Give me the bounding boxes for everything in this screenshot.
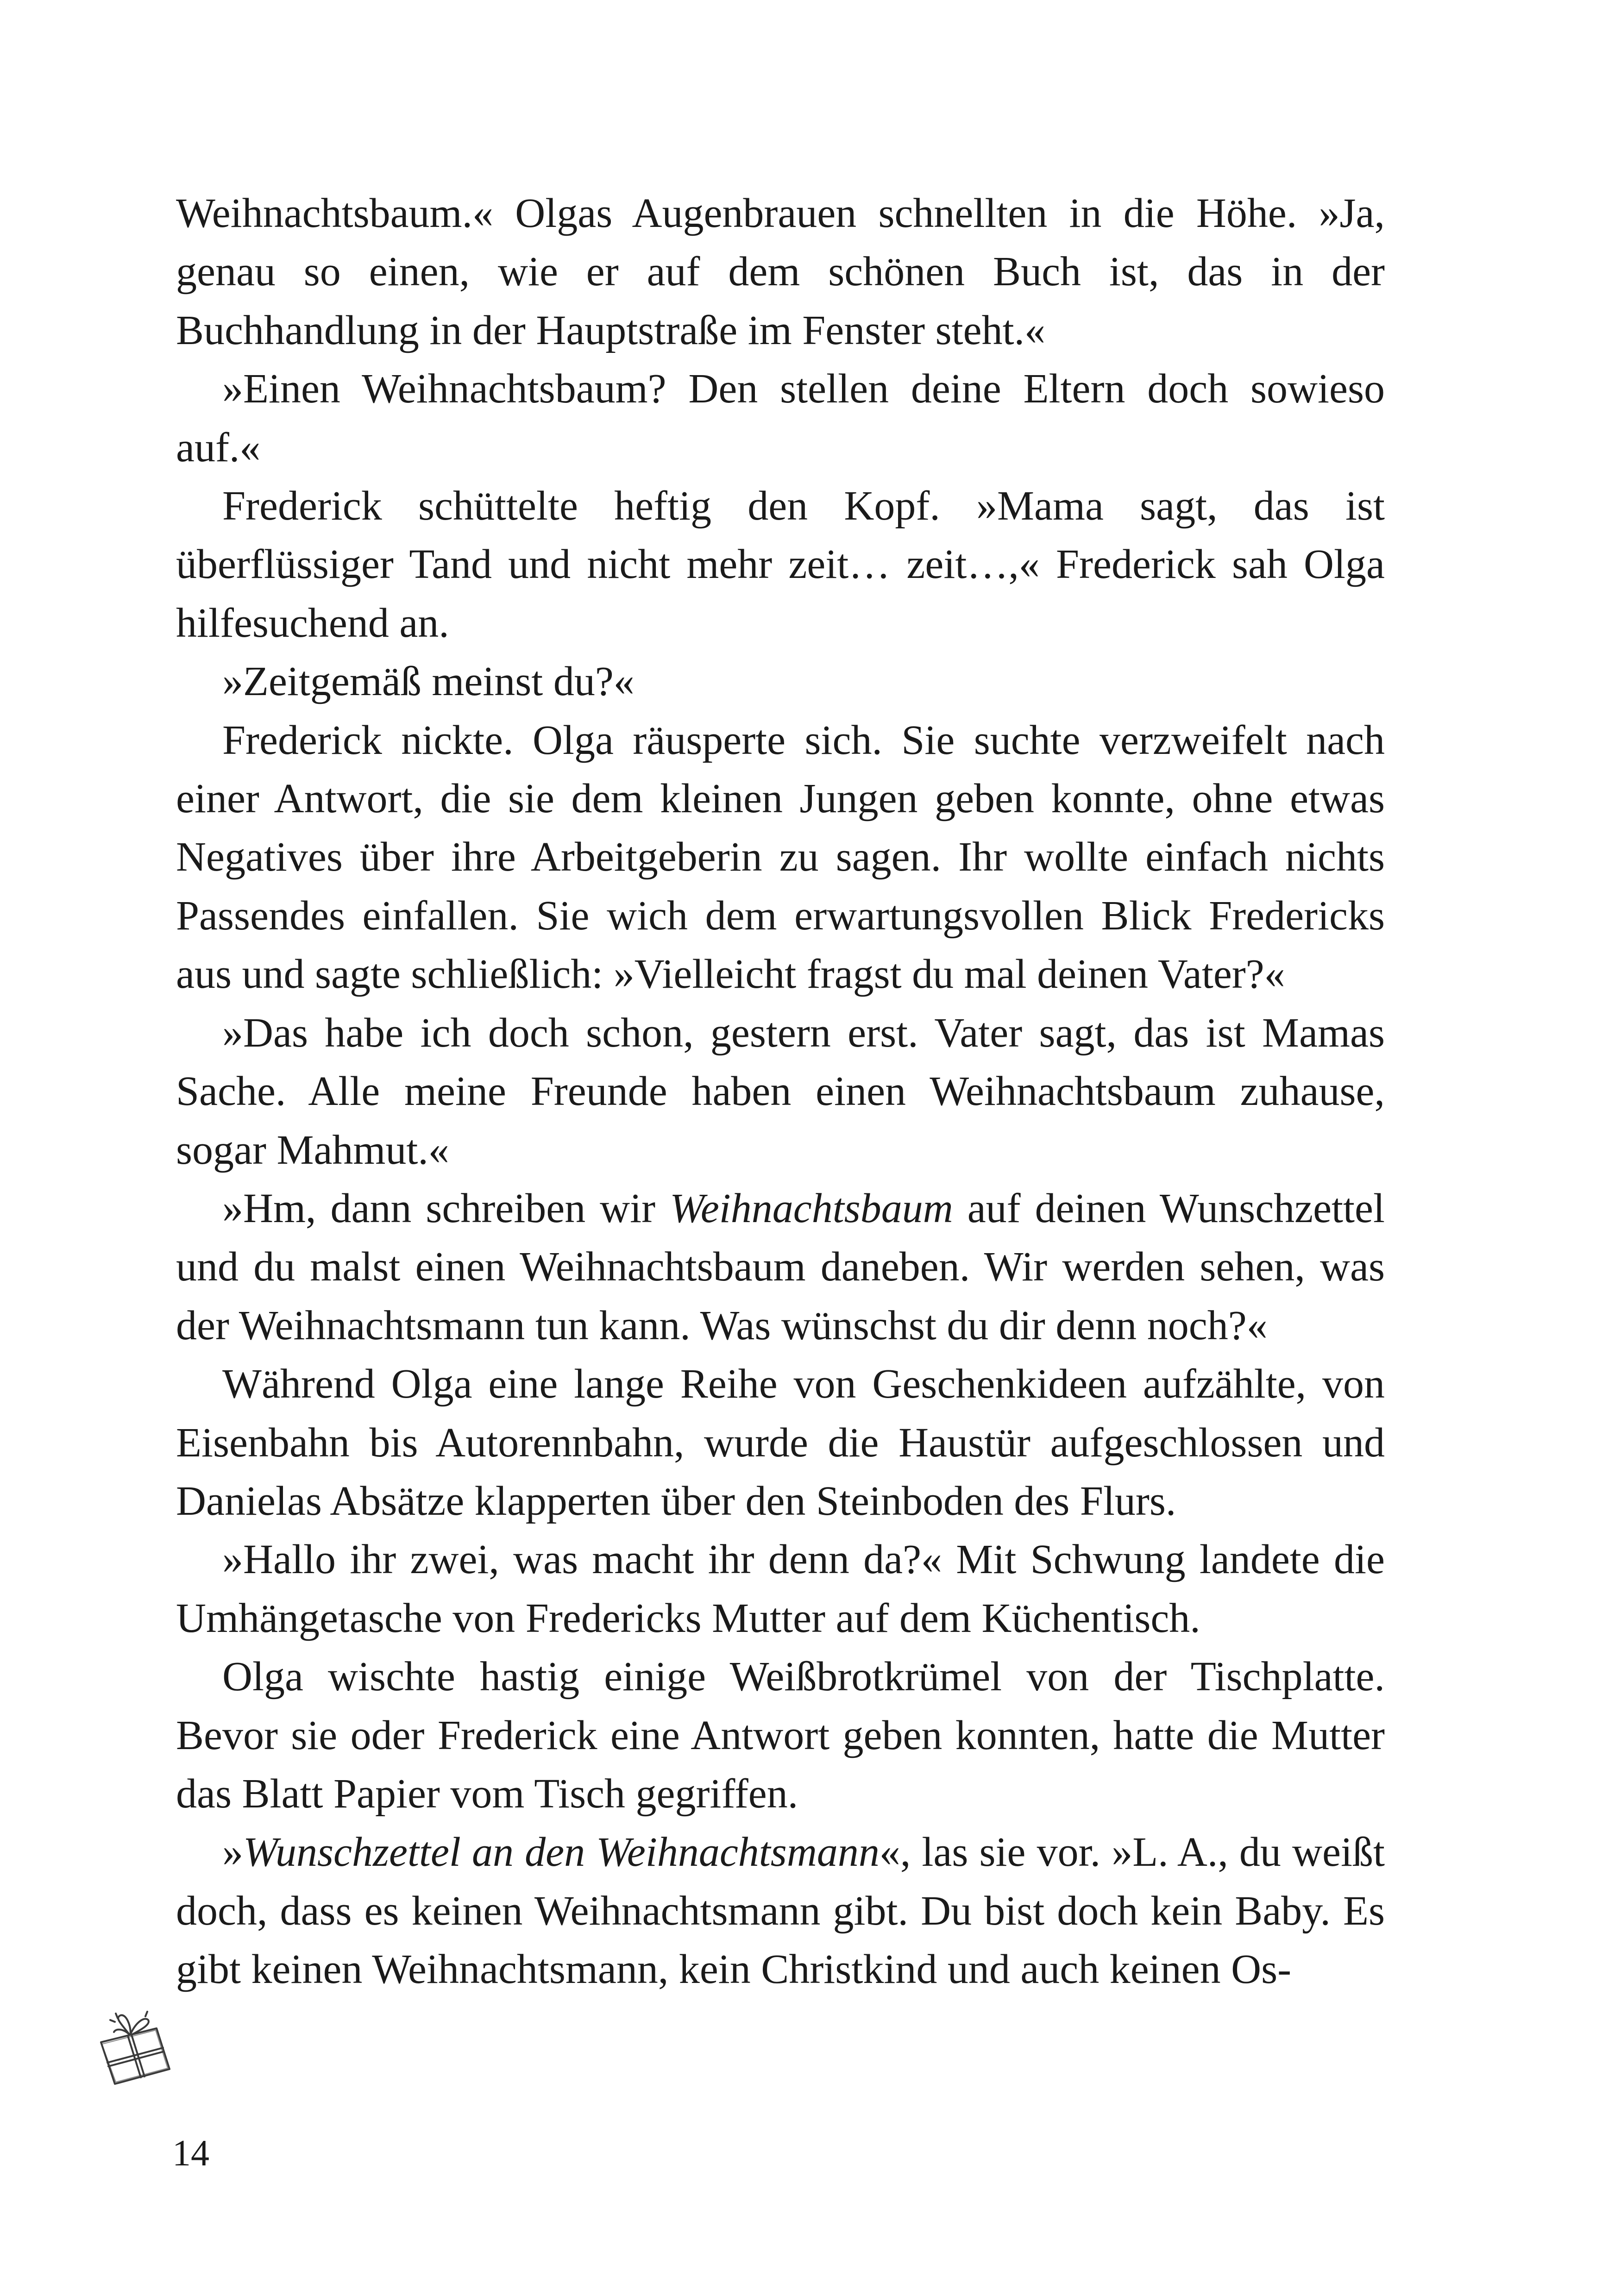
- body-text: [176, 184, 1385, 1999]
- paragraph: [176, 1648, 1385, 1823]
- paragraph: [176, 1823, 1385, 1999]
- paragraph: [176, 1355, 1385, 1531]
- text-run: Olga wischte hastig einige Weißbrotkrümel von der Tischplatte. Bevor sie oder Frederick eine Antwort geben konnten, hatte die Mutter das Blatt Papier vom Tisch gegriffen.: [176, 1654, 1385, 1817]
- paragraph: [176, 1179, 1385, 1355]
- italic-text: Wunschzettel an den Weihnachtsmann: [243, 1829, 880, 1876]
- page-number: 14: [172, 2133, 209, 2174]
- text-run: »Das habe ich doch schon, gestern erst. Vater sagt, das ist Mamas Sache. Alle meine Freunde haben einen Weihnachtsbaum zuhause, sogar Mahmut.«: [176, 1010, 1385, 1173]
- gift-box-icon: [88, 2000, 181, 2092]
- text-run: Frederick nickte. Olga räusperte sich. Sie suchte verzweifelt nach einer Antwort, die sie dem kleinen Jungen geben konnte, ohne etwas Negatives über ihre Arbeitgeberin zu sagen. Ihr wollte einfach nichts Passendes einfallen. Sie wich dem erwartungsvollen Blick Fredericks aus und sagte schließlich: »Vielleicht fragst du mal deinen Vater?«: [176, 717, 1385, 997]
- text-run: »Zeitgemäß meinst du?«: [222, 659, 635, 705]
- text-run: Weihnachtsbaum.« Olgas Augenbrauen schnellten in die Höhe. »Ja, genau so einen, wie er auf dem schönen Buch ist, das in der Buchhandlung in der Hauptstraße im Fenster steht.«: [176, 190, 1385, 353]
- text-run: »Hm, dann schreiben wir: [222, 1185, 670, 1231]
- paragraph: [176, 184, 1385, 360]
- text-run: »Einen Weihnachtsbaum? Den stellen deine Eltern doch sowieso auf.«: [176, 366, 1385, 470]
- text-run: Frederick schüttelte heftig den Kopf. »Mama sagt, das ist überflüssiger Tand und nicht mehr zeit… zeit…,« Frederick sah Olga hilfesuchend an.: [176, 483, 1385, 646]
- paragraph: [176, 360, 1385, 477]
- paragraph: [176, 477, 1385, 652]
- text-run: auf deinen Wunschzettel und du malst einen Weihnachtsbaum daneben. Wir werden sehen, was der Weihnachtsmann tun kann. Was wünschst du dir denn noch?«: [176, 1185, 1385, 1349]
- text-run: »Hallo ihr zwei, was macht ihr denn da?« Mit Schwung landete die Umhängetasche von Fredericks Mutter auf dem Küchentisch.: [176, 1537, 1385, 1641]
- italic-text: Weihnachtsbaum: [670, 1185, 953, 1231]
- paragraph: [176, 1004, 1385, 1179]
- text-run: »: [222, 1829, 243, 1876]
- text-run: «, las sie vor. »L. A., du weißt doch, dass es keinen Weihnachtsmann gibt. Du bist doch kein Baby. Es gibt keinen Weihnachtsmann, kein Christkind und auch keinen Os-: [176, 1829, 1385, 1993]
- paragraph: [176, 711, 1385, 1004]
- text-run: Während Olga eine lange Reihe von Geschenkideen aufzählte, von Eisenbahn bis Autorennbahn, wurde die Haustür aufgeschlossen und Danielas Absätze klapperten über den Steinboden des Flurs.: [176, 1361, 1385, 1524]
- paragraph: [176, 652, 1385, 711]
- paragraph: [176, 1531, 1385, 1648]
